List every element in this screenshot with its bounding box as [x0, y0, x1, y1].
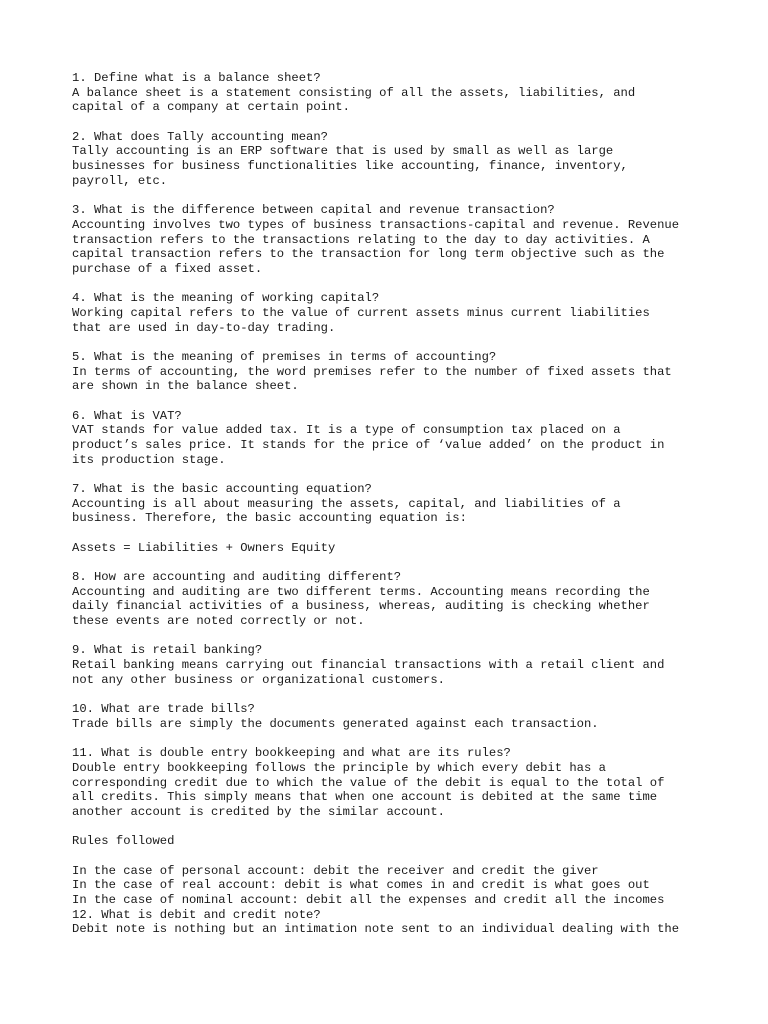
question-2: 2. What does Tally accounting mean?	[72, 129, 328, 144]
accounting-equation: Assets = Liabilities + Owners Equity	[72, 540, 336, 555]
answer-line: businesses for business functionalities like accounting, finance, inventory,	[72, 159, 628, 174]
rule-line: In the case of personal account: debit the receiver and credit the giver	[72, 863, 599, 878]
qa-section-9	[72, 643, 712, 687]
qa-section-3	[72, 203, 712, 277]
answer-line: VAT stands for value added tax. It is a type of consumption tax placed on a	[72, 423, 621, 438]
qa-section-2	[72, 130, 712, 189]
qa-section-11	[72, 746, 712, 908]
answer-line: Accounting is all about measuring the assets, capital, and liabilities of a	[72, 496, 621, 511]
answer-line: these events are noted correctly or not.	[72, 614, 365, 629]
rule-line: In the case of real account: debit is what comes in and credit is what goes out	[72, 878, 650, 893]
spacer	[72, 189, 712, 204]
qa-section-6	[72, 409, 712, 468]
question-12: 12. What is debit and credit note?	[72, 907, 321, 922]
answer-line: product’s sales price. It stands for the price of ‘value added’ on the product in	[72, 438, 665, 453]
answer-line: Tally accounting is an ERP software that is used by small as well as large	[72, 144, 614, 159]
spacer	[72, 820, 712, 835]
spacer	[72, 688, 712, 703]
question-10: 10. What are trade bills?	[72, 702, 255, 717]
spacer	[72, 849, 712, 864]
question-1: 1. Define what is a balance sheet?	[72, 71, 321, 85]
answer-line: that are used in day-to-day trading.	[72, 320, 336, 335]
answer-line: In terms of accounting, the word premises refer to the number of fixed assets that	[72, 364, 672, 379]
qa-section-5	[72, 350, 712, 394]
answer-line: transaction refers to the transactions relating to the day to day activities. A	[72, 232, 650, 247]
question-6: 6. What is VAT?	[72, 408, 182, 423]
answer-line: A balance sheet is a statement consisting of all the assets, liabilities, and	[72, 85, 636, 100]
answer-line: Retail banking means carrying out financial transactions with a retail client and	[72, 658, 665, 673]
document-page	[72, 71, 712, 937]
question-5: 5. What is the meaning of premises in terms of accounting?	[72, 349, 497, 364]
answer-line: Working capital refers to the value of current assets minus current liabilities	[72, 305, 650, 320]
answer-line: Accounting involves two types of business transactions-capital and revenue. Revenue	[72, 217, 680, 232]
spacer	[72, 526, 712, 541]
rules-heading: Rules followed	[72, 834, 175, 849]
answer-line: corresponding credit due to which the value of the debit is equal to the total of	[72, 775, 665, 790]
spacer	[72, 732, 712, 747]
qa-section-1	[72, 71, 712, 115]
answer-line: Debit note is nothing but an intimation note sent to an individual dealing with the	[72, 922, 680, 937]
answer-line: Double entry bookkeeping follows the principle by which every debit has a	[72, 760, 606, 775]
answer-line: another account is credited by the similar account.	[72, 804, 445, 819]
answer-line: are shown in the balance sheet.	[72, 379, 299, 394]
answer-line: purchase of a fixed asset.	[72, 261, 263, 276]
answer-line: not any other business or organizational customers.	[72, 672, 445, 687]
question-8: 8. How are accounting and auditing different?	[72, 570, 402, 585]
qa-section-7	[72, 482, 712, 555]
spacer	[72, 467, 712, 482]
answer-line: business. Therefore, the basic accounting equation is:	[72, 511, 467, 526]
qa-section-12	[72, 908, 712, 937]
answer-line: capital of a company at certain point.	[72, 100, 350, 115]
answer-line: daily financial activities of a business, whereas, auditing is checking whether	[72, 599, 650, 614]
question-11: 11. What is double entry bookkeeping and what are its rules?	[72, 746, 511, 761]
answer-line: payroll, etc.	[72, 173, 168, 188]
question-9: 9. What is retail banking?	[72, 643, 263, 658]
answer-line: Trade bills are simply the documents generated against each transaction.	[72, 716, 599, 731]
spacer	[72, 335, 712, 350]
answer-line: Accounting and auditing are two different terms. Accounting means recording the	[72, 584, 650, 599]
spacer	[72, 277, 712, 292]
qa-section-8	[72, 570, 712, 629]
spacer	[72, 115, 712, 130]
spacer	[72, 629, 712, 644]
spacer	[72, 394, 712, 409]
question-7: 7. What is the basic accounting equation?	[72, 482, 372, 497]
rule-line: In the case of nominal account: debit all the expenses and credit all the incomes	[72, 892, 665, 907]
qa-section-4	[72, 291, 712, 335]
answer-line: its production stage.	[72, 452, 226, 467]
spacer	[72, 555, 712, 570]
qa-section-10	[72, 702, 712, 731]
question-4: 4. What is the meaning of working capital?	[72, 291, 380, 306]
question-3: 3. What is the difference between capital and revenue transaction?	[72, 203, 555, 218]
answer-line: capital transaction refers to the transaction for long term objective such as the	[72, 247, 665, 262]
answer-line: all credits. This simply means that when one account is debited at the same time	[72, 790, 658, 805]
